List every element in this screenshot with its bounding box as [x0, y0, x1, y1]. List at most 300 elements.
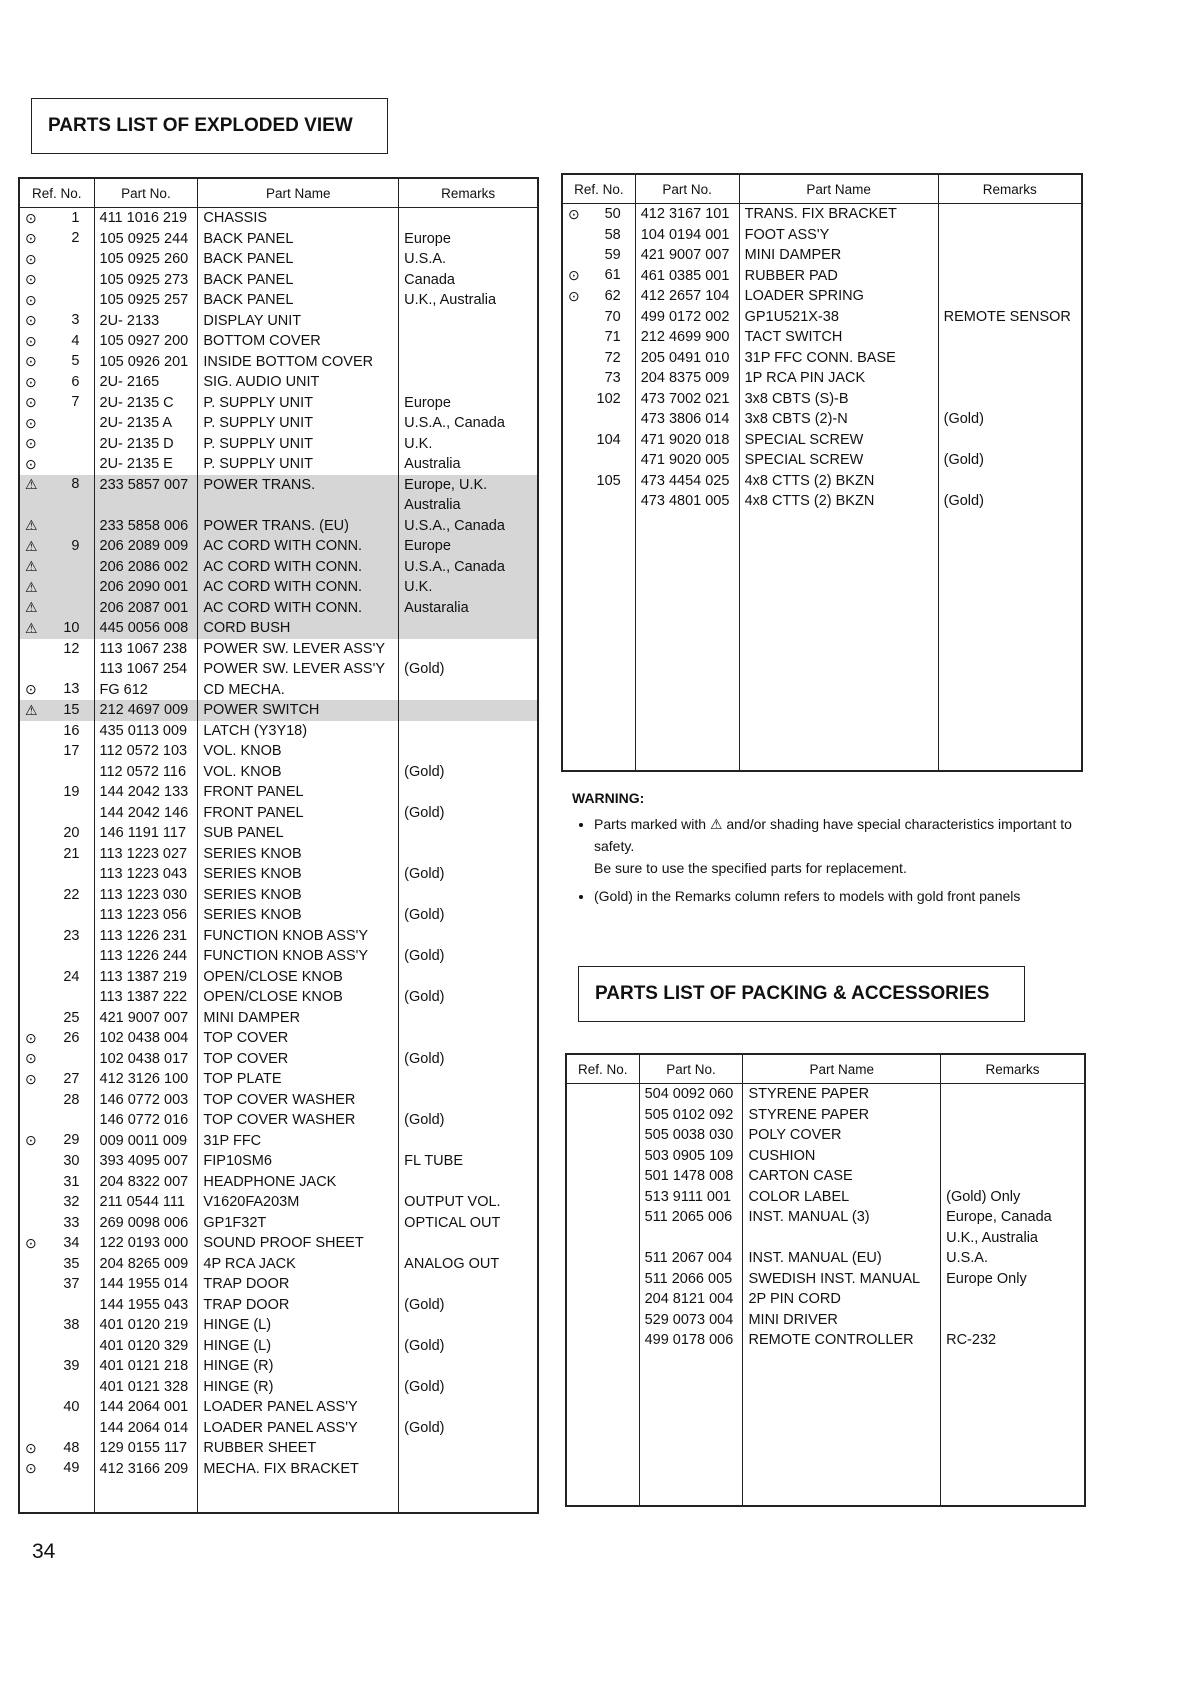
table-row [562, 225, 1082, 246]
remarks-cell: (Gold) [399, 1049, 538, 1070]
part-name-cell: CORD BUSH [198, 618, 399, 639]
table-row [19, 987, 538, 1008]
safety-warning-icon: ⚠ [25, 558, 38, 575]
part-name-cell: 2P PIN CORD [743, 1289, 941, 1310]
important-part-icon: ⊙ [25, 435, 37, 452]
part-name-cell: TRANS. FIX BRACKET [739, 204, 938, 225]
part-name-cell: BOTTOM COVER [198, 331, 399, 352]
ref-cell [19, 987, 94, 1008]
part-number-cell: 473 4454 025 [635, 471, 739, 492]
part-name-cell: SERIES KNOB [198, 844, 399, 865]
table-row [19, 1418, 538, 1439]
part-number-cell: 2U- 2135 A [94, 413, 198, 434]
ref-cell [19, 249, 94, 270]
remarks-cell: (Gold) [938, 450, 1082, 471]
warning-text: and/or shading have special characteristics important to safety. [594, 816, 1072, 854]
ref-cell [19, 516, 94, 537]
table-row [19, 475, 538, 496]
remarks-cell: U.S.A., Canada [399, 413, 538, 434]
part-number-cell: 205 0491 010 [635, 348, 739, 369]
ref-cell [19, 1172, 94, 1193]
table-header [19, 178, 538, 208]
table-filler [562, 512, 1082, 772]
part-name-cell: OPEN/CLOSE KNOB [198, 967, 399, 988]
ref-number: 40 [63, 1399, 80, 1416]
table-row [566, 1248, 1085, 1269]
ref-cell [19, 741, 94, 762]
part-number-cell: 2U- 2135 C [94, 393, 198, 414]
remarks-cell: (Gold) Only [941, 1187, 1085, 1208]
ref-cell [19, 1008, 94, 1029]
remarks-cell: Canada [399, 270, 538, 291]
part-name-cell: FRONT PANEL [198, 782, 399, 803]
table-row [562, 430, 1082, 451]
part-number-cell: 513 9111 001 [639, 1187, 743, 1208]
part-number-cell: 204 8322 007 [94, 1172, 198, 1193]
remarks-cell [399, 639, 538, 660]
remarks-cell: (Gold) [938, 409, 1082, 430]
part-number-cell: 206 2087 001 [94, 598, 198, 619]
remarks-cell: (Gold) [399, 1295, 538, 1316]
part-number-cell: 105 0925 244 [94, 229, 198, 250]
part-name-cell: RUBBER SHEET [198, 1438, 399, 1459]
table-row [19, 208, 538, 229]
table-row [562, 245, 1082, 266]
ref-cell [19, 1151, 94, 1172]
table-row [19, 1008, 538, 1029]
ref-number: 13 [63, 681, 80, 698]
important-part-icon: ⊙ [25, 1132, 37, 1149]
part-number-cell: 473 7002 021 [635, 389, 739, 410]
part-name-cell: TOP COVER [198, 1049, 399, 1070]
ref-cell [19, 1336, 94, 1357]
table-row [19, 577, 538, 598]
table-row [19, 782, 538, 803]
part-name-cell: SOUND PROOF SHEET [198, 1233, 399, 1254]
important-part-icon: ⊙ [568, 267, 580, 284]
table-row [19, 905, 538, 926]
table-row [562, 450, 1082, 471]
ref-cell [19, 393, 94, 414]
part-number-cell: 233 5857 007 [94, 475, 198, 496]
remarks-cell [399, 782, 538, 803]
part-number-cell: 505 0038 030 [639, 1125, 743, 1146]
part-name-cell [198, 495, 399, 516]
remarks-cell [399, 1028, 538, 1049]
part-name-cell: TOP COVER [198, 1028, 399, 1049]
part-name-cell: P. SUPPLY UNIT [198, 434, 399, 455]
part-name-cell: FOOT ASS'Y [739, 225, 938, 246]
important-part-icon: ⊙ [568, 205, 580, 222]
col-remarks: Remarks [399, 178, 538, 208]
table-row [19, 1336, 538, 1357]
part-name-cell: AC CORD WITH CONN. [198, 536, 399, 557]
ref-number: 102 [596, 390, 621, 407]
remarks-cell: U.K., Australia [941, 1228, 1085, 1249]
remarks-cell [938, 204, 1082, 225]
ref-number: 22 [63, 886, 80, 903]
part-name-cell: HEADPHONE JACK [198, 1172, 399, 1193]
remarks-cell: (Gold) [399, 659, 538, 680]
ref-cell [566, 1187, 639, 1208]
important-part-icon: ⊙ [25, 455, 37, 472]
remarks-cell: RC-232 [941, 1330, 1085, 1351]
table-row [19, 946, 538, 967]
part-name-cell: SERIES KNOB [198, 864, 399, 885]
remarks-cell: OUTPUT VOL. [399, 1192, 538, 1213]
part-number-cell: 144 2064 001 [94, 1397, 198, 1418]
part-name-cell: COLOR LABEL [743, 1187, 941, 1208]
part-number-cell: 529 0073 004 [639, 1310, 743, 1331]
table-row [566, 1228, 1085, 1249]
ref-number: 17 [63, 743, 80, 760]
remarks-cell [399, 1274, 538, 1295]
part-number-cell: 2U- 2135 D [94, 434, 198, 455]
part-number-cell: 112 0572 116 [94, 762, 198, 783]
ref-number: 38 [63, 1317, 80, 1334]
remarks-cell: Europe [399, 229, 538, 250]
warning-triangle-icon: ⚠ [709, 816, 723, 832]
remarks-cell [399, 372, 538, 393]
part-number-cell: 113 1223 030 [94, 885, 198, 906]
part-number-cell: 401 0120 329 [94, 1336, 198, 1357]
part-number-cell: 122 0193 000 [94, 1233, 198, 1254]
remarks-cell [399, 680, 538, 701]
ref-number: 1 [71, 209, 80, 226]
important-part-icon: ⊙ [25, 1460, 37, 1477]
ref-number: 16 [63, 722, 80, 739]
important-part-icon: ⊙ [25, 394, 37, 411]
remarks-cell [399, 1459, 538, 1480]
part-name-cell: V1620FA203M [198, 1192, 399, 1213]
part-number-cell: 412 2657 104 [635, 286, 739, 307]
remarks-cell [399, 967, 538, 988]
ref-cell [562, 348, 635, 369]
table-row [19, 270, 538, 291]
table-filler [19, 1479, 538, 1513]
table-row [19, 1377, 538, 1398]
table-row [19, 372, 538, 393]
part-number-cell: 2U- 2165 [94, 372, 198, 393]
remarks-cell [399, 1069, 538, 1090]
table-row [566, 1146, 1085, 1167]
ref-number: 62 [604, 287, 621, 304]
part-number-cell: 146 1191 117 [94, 823, 198, 844]
part-number-cell: 206 2089 009 [94, 536, 198, 557]
col-ref: Ref. No. [562, 174, 635, 204]
remarks-cell [941, 1289, 1085, 1310]
part-number-cell: 471 9020 005 [635, 450, 739, 471]
part-number-cell: 421 9007 007 [94, 1008, 198, 1029]
part-number-cell: 206 2090 001 [94, 577, 198, 598]
remarks-cell: (Gold) [399, 1377, 538, 1398]
remarks-cell [399, 885, 538, 906]
table-row [19, 434, 538, 455]
part-number-cell: 144 1955 043 [94, 1295, 198, 1316]
part-number-cell [639, 1228, 743, 1249]
part-name-cell: FIP10SM6 [198, 1151, 399, 1172]
important-part-icon: ⊙ [25, 1234, 37, 1251]
ref-cell [19, 1131, 94, 1152]
exploded-rows [19, 208, 538, 1514]
part-name-cell: POWER SW. LEVER ASS'Y [198, 639, 399, 660]
ref-cell [566, 1125, 639, 1146]
ref-cell [19, 1274, 94, 1295]
ref-cell [19, 946, 94, 967]
part-number-cell: 113 1387 222 [94, 987, 198, 1008]
table-row [19, 557, 538, 578]
table-row [562, 471, 1082, 492]
remarks-cell [399, 1090, 538, 1111]
ref-cell [19, 372, 94, 393]
part-number-cell: 144 2064 014 [94, 1418, 198, 1439]
safety-warning-icon: ⚠ [25, 578, 38, 595]
part-number-cell: 461 0385 001 [635, 266, 739, 287]
col-remarks: Remarks [938, 174, 1082, 204]
ref-cell [19, 967, 94, 988]
part-name-cell: POWER TRANS. [198, 475, 399, 496]
table-row [566, 1269, 1085, 1290]
part-number-cell: 473 4801 005 [635, 491, 739, 512]
remarks-cell: Australia [399, 495, 538, 516]
ref-cell [19, 1213, 94, 1234]
ref-cell [19, 434, 94, 455]
ref-number: 49 [63, 1460, 80, 1477]
remarks-cell: U.S.A., Canada [399, 516, 538, 537]
remarks-cell: Europe Only [941, 1269, 1085, 1290]
ref-number: 104 [596, 431, 621, 448]
ref-number: 105 [596, 472, 621, 489]
ref-cell [562, 286, 635, 307]
table-row [19, 311, 538, 332]
part-number-cell: 113 1226 231 [94, 926, 198, 947]
part-name-cell: FUNCTION KNOB ASS'Y [198, 946, 399, 967]
part-name-cell: LOADER PANEL ASS'Y [198, 1418, 399, 1439]
part-number-cell: 113 1067 238 [94, 639, 198, 660]
ref-cell [19, 721, 94, 742]
remarks-cell: REMOTE SENSOR [938, 307, 1082, 328]
table-row [562, 348, 1082, 369]
table-row [19, 721, 538, 742]
ref-cell [566, 1228, 639, 1249]
part-name-cell: INSIDE BOTTOM COVER [198, 352, 399, 373]
part-name-cell: GP1U521X-38 [739, 307, 938, 328]
ref-cell [19, 803, 94, 824]
table-row [19, 1315, 538, 1336]
table-row [566, 1330, 1085, 1351]
part-name-cell: SUB PANEL [198, 823, 399, 844]
warning-text: Parts marked with [594, 816, 707, 832]
ref-cell [566, 1207, 639, 1228]
table-row [19, 393, 538, 414]
ref-cell [19, 1377, 94, 1398]
ref-number: 70 [604, 308, 621, 325]
ref-cell [19, 557, 94, 578]
part-name-cell: HINGE (L) [198, 1336, 399, 1357]
ref-number: 6 [71, 373, 80, 390]
table-row [19, 700, 538, 721]
table-filler [566, 1351, 1085, 1507]
table-row [19, 1049, 538, 1070]
ref-number: 2 [71, 230, 80, 247]
part-name-cell: MINI DAMPER [739, 245, 938, 266]
part-number-cell: 503 0905 109 [639, 1146, 743, 1167]
ref-number: 73 [604, 370, 621, 387]
part-name-cell: 1P RCA PIN JACK [739, 368, 938, 389]
remarks-cell: (Gold) [399, 987, 538, 1008]
ref-number: 15 [63, 701, 80, 718]
part-number-cell: 113 1226 244 [94, 946, 198, 967]
ref-cell [562, 245, 635, 266]
part-number-cell: 113 1223 056 [94, 905, 198, 926]
remarks-cell: FL TUBE [399, 1151, 538, 1172]
warning-item-safety [594, 813, 1072, 879]
remarks-cell [399, 618, 538, 639]
remarks-cell [938, 368, 1082, 389]
remarks-cell [399, 741, 538, 762]
ref-number: 59 [604, 247, 621, 264]
remarks-cell [938, 245, 1082, 266]
ref-cell [566, 1166, 639, 1187]
important-part-icon: ⊙ [25, 414, 37, 431]
table-row [19, 741, 538, 762]
part-name-cell: BACK PANEL [198, 270, 399, 291]
remarks-cell: Australia [399, 454, 538, 475]
remarks-cell [399, 926, 538, 947]
ref-number: 72 [604, 349, 621, 366]
remarks-cell: U.K. [399, 434, 538, 455]
part-name-cell: SERIES KNOB [198, 905, 399, 926]
ref-cell [19, 413, 94, 434]
ref-cell [19, 208, 94, 229]
ref-number: 21 [63, 845, 80, 862]
part-number-cell: 2U- 2133 [94, 311, 198, 332]
remarks-cell [941, 1166, 1085, 1187]
ref-number: 28 [63, 1091, 80, 1108]
ref-number: 48 [63, 1439, 80, 1456]
remarks-cell: Europe, Canada [941, 1207, 1085, 1228]
remarks-cell: (Gold) [399, 946, 538, 967]
packing-rows [566, 1084, 1085, 1507]
remarks-cell [941, 1310, 1085, 1331]
part-number-cell: 104 0194 001 [635, 225, 739, 246]
part-number-cell: 204 8375 009 [635, 368, 739, 389]
table-row [566, 1207, 1085, 1228]
important-part-icon: ⊙ [25, 353, 37, 370]
remarks-cell [399, 1356, 538, 1377]
important-part-icon: ⊙ [25, 209, 37, 226]
part-number-cell: 144 2042 146 [94, 803, 198, 824]
remarks-cell: (Gold) [399, 1110, 538, 1131]
ref-cell [19, 577, 94, 598]
part-name-cell: VOL. KNOB [198, 741, 399, 762]
remarks-cell [399, 844, 538, 865]
ref-cell [566, 1146, 639, 1167]
table-row [562, 204, 1082, 225]
ref-number: 71 [604, 329, 621, 346]
table-row [19, 598, 538, 619]
part-name-cell: POWER TRANS. (EU) [198, 516, 399, 537]
remarks-cell: U.S.A. [399, 249, 538, 270]
remarks-cell: (Gold) [399, 1418, 538, 1439]
important-part-icon: ⊙ [25, 1029, 37, 1046]
table-row [19, 844, 538, 865]
ref-number: 7 [71, 394, 80, 411]
ref-cell [19, 229, 94, 250]
table-row [19, 516, 538, 537]
remarks-cell: Europe [399, 536, 538, 557]
ref-cell [19, 475, 94, 496]
table-row [19, 229, 538, 250]
exploded-parts-table [18, 177, 539, 1514]
table-row [562, 286, 1082, 307]
ref-cell [19, 352, 94, 373]
ref-cell [19, 1090, 94, 1111]
ref-cell [19, 618, 94, 639]
ref-cell [19, 454, 94, 475]
ref-cell [19, 926, 94, 947]
ref-number: 29 [63, 1132, 80, 1149]
part-name-cell: OPEN/CLOSE KNOB [198, 987, 399, 1008]
part-name-cell: SPECIAL SCREW [739, 450, 938, 471]
part-name-cell: 4x8 CTTS (2) BKZN [739, 471, 938, 492]
table-row [19, 926, 538, 947]
important-part-icon: ⊙ [568, 287, 580, 304]
remarks-cell [399, 1438, 538, 1459]
part-name-cell: INST. MANUAL (EU) [743, 1248, 941, 1269]
ref-cell [19, 1233, 94, 1254]
table-row [562, 368, 1082, 389]
remarks-cell [399, 1172, 538, 1193]
part-name-cell: STYRENE PAPER [743, 1105, 941, 1126]
ref-cell [19, 1438, 94, 1459]
part-name-cell: TRAP DOOR [198, 1295, 399, 1316]
ref-number: 31 [63, 1173, 80, 1190]
part-name-cell: VOL. KNOB [198, 762, 399, 783]
ref-cell [562, 409, 635, 430]
ref-cell [19, 823, 94, 844]
part-number-cell: 206 2086 002 [94, 557, 198, 578]
part-name-cell: POLY COVER [743, 1125, 941, 1146]
ref-number: 61 [604, 267, 621, 284]
part-number-cell: 401 0121 218 [94, 1356, 198, 1377]
part-number-cell: 499 0178 006 [639, 1330, 743, 1351]
ref-cell [19, 1049, 94, 1070]
ref-cell [19, 1028, 94, 1049]
table-row [19, 1213, 538, 1234]
safety-warning-icon: ⚠ [25, 517, 38, 534]
part-number-cell: 105 0925 273 [94, 270, 198, 291]
ref-cell [19, 495, 94, 516]
remarks-cell: Europe [399, 393, 538, 414]
part-number-cell: 112 0572 103 [94, 741, 198, 762]
part-number-cell: 102 0438 017 [94, 1049, 198, 1070]
ref-number: 35 [63, 1255, 80, 1272]
ref-cell [19, 700, 94, 721]
part-number-cell: 129 0155 117 [94, 1438, 198, 1459]
ref-number: 25 [63, 1009, 80, 1026]
part-name-cell: LOADER PANEL ASS'Y [198, 1397, 399, 1418]
table-row [19, 1295, 538, 1316]
part-name-cell: AC CORD WITH CONN. [198, 577, 399, 598]
part-number-cell: 113 1223 043 [94, 864, 198, 885]
col-remarks: Remarks [941, 1054, 1085, 1084]
ref-cell [566, 1269, 639, 1290]
remarks-cell [399, 700, 538, 721]
exploded-view-title [31, 98, 388, 154]
important-part-icon: ⊙ [25, 230, 37, 247]
remarks-cell [399, 721, 538, 742]
